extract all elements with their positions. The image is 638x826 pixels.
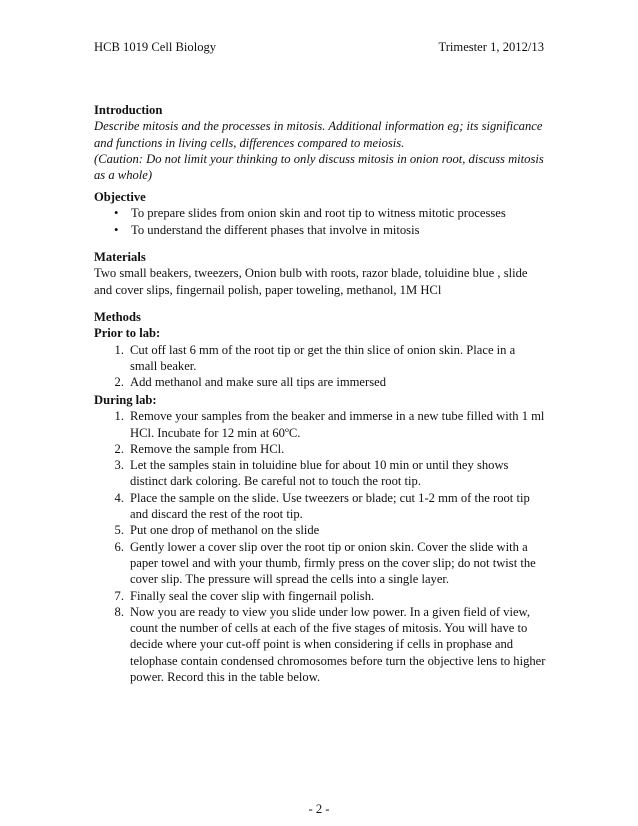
step-line: distinct dark coloring. Be careful not to touch the root tip. [130,474,421,489]
step-line: paper towel and with your thumb, firmly press on the cover slip; do not twist the [130,555,536,570]
objective-text: To prepare slides from onion skin and root tip to witness mitotic processes [131,206,506,221]
step-number: 1. [114,409,124,424]
step-number: 7. [114,588,124,603]
step-line: Gently lower a cover slip over the root tip or onion skin. Cover the slide with a [130,539,528,554]
methods-section [94,309,554,390]
step-line: Finally seal the cover slip with fingernail polish. [130,588,375,603]
introduction-line: (Caution: Do not limit your thinking to only discuss mitosis in onion root, discuss mitosis [94,151,544,166]
step-line: Remove the sample from HCl. [130,441,285,456]
step-number: 4. [114,490,124,505]
bullet-icon: • [114,222,119,237]
step-line: Remove your samples from the beaker and immerse in a new tube filled with 1 ml [130,409,545,424]
step-number: 2. [114,441,124,456]
list-item [94,374,554,390]
step-line: Place the sample on the slide. Use tweezers or blade; cut 1-2 mm of the root tip [130,490,530,505]
introduction-title: Introduction [94,103,163,117]
introduction-section [94,102,554,183]
list-item [94,222,554,238]
list-item [94,342,554,375]
objective-list [94,205,554,238]
step-line: power. Record this in the table below. [130,670,321,685]
step-line: Cut off last 6 mm of the root tip or get the thin slice of onion skin. Place in a [130,342,516,357]
page-number: - 2 - [308,802,330,816]
materials-title: Materials [94,250,146,264]
course-title: HCB 1019 Cell Biology [94,40,217,54]
step-number: 2. [114,375,124,390]
bullet-icon: • [114,206,119,221]
step-line: Put one drop of methanol on the slide [130,523,320,538]
term-label: Trimester 1, 2012/13 [438,40,544,54]
step-number: 8. [114,604,124,619]
materials-line: Two small beakers, tweezers, Onion bulb with roots, razor blade, toluidine blue , slide [94,266,528,281]
objective-text: To understand the different phases that involve in mitosis [131,222,420,237]
step-line: small beaker. [130,358,197,373]
during-steps-list [94,408,554,685]
list-item [94,441,554,457]
materials-section [94,249,554,298]
during-lab-title: During lab: [94,393,157,407]
step-line: Let the samples stain in toluidine blue for about 10 min or until they shows [130,458,509,473]
list-item [94,588,554,604]
objective-section [94,189,554,238]
introduction-line: as a whole) [94,168,153,183]
step-line: Now you are ready to view you slide under low power. In a given field of view, [130,604,530,619]
step-number: 1. [114,342,124,357]
step-number: 6. [114,539,124,554]
prior-to-lab-title: Prior to lab: [94,326,161,341]
objective-title: Objective [94,190,146,204]
list-item [94,539,554,588]
step-number: 5. [114,523,124,538]
materials-line: and cover slips, fingernail polish, paper toweling, methanol, 1M HCl [94,282,442,297]
step-line: Add methanol and make sure all tips are immersed [130,375,386,390]
list-item [94,205,554,221]
list-item [94,522,554,538]
list-item [94,408,554,441]
step-line: cover slip. The pressure will spread the cells into a single layer. [130,572,450,587]
step-number: 3. [114,458,124,473]
introduction-line: and functions in living cells, differences compared to meiosis. [94,135,405,150]
step-line: HCl. Incubate for 12 min at 60ºC. [130,425,301,440]
step-line: telophase contain condensed chromosomes before turn the objective lens to higher [130,653,546,668]
list-item [94,604,554,685]
prior-steps-list [94,342,554,391]
step-line: decide where your cut-off point is when considering if cells in prophase and [130,637,514,652]
list-item [94,490,554,523]
step-line: and discard the rest of the root tip. [130,507,303,522]
page-header [94,39,544,57]
methods-title: Methods [94,310,141,324]
introduction-line: Describe mitosis and the processes in mitosis. Additional information eg; its significance [94,119,543,134]
step-line: count the number of cells at each of the five stages of mitosis. You will have to [130,621,528,636]
list-item [94,457,554,490]
during-lab-section [94,392,554,685]
